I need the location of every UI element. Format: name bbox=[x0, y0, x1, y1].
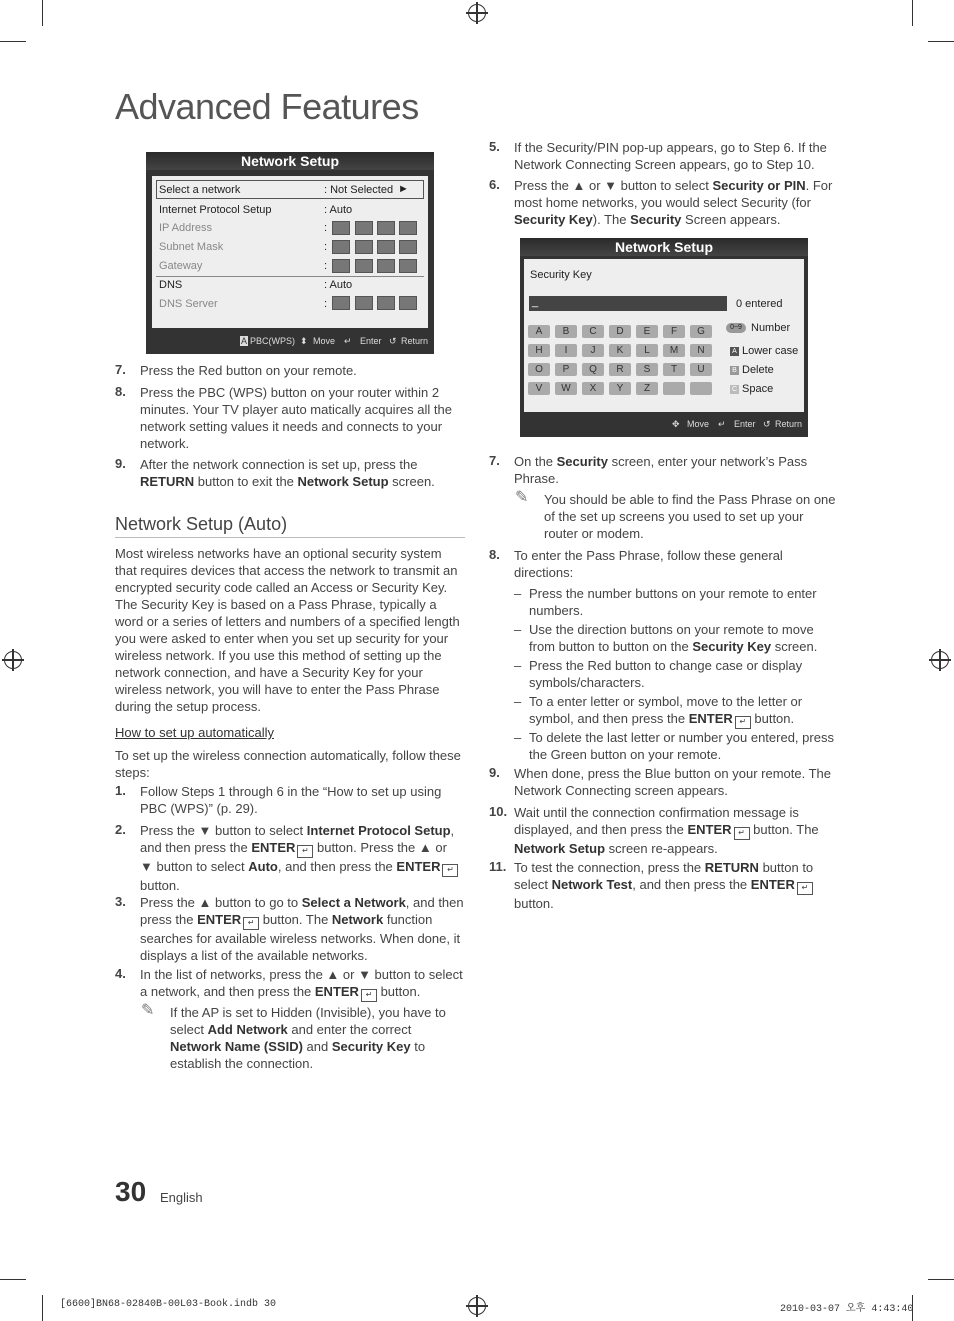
note-pencil-icon: ✎ bbox=[515, 489, 529, 506]
step-number: 7. bbox=[115, 362, 126, 377]
step-number: 6. bbox=[489, 177, 500, 192]
step-number: 5. bbox=[489, 139, 500, 154]
step-number: 2. bbox=[115, 822, 126, 837]
keyboard-key[interactable]: D bbox=[609, 325, 631, 338]
keyboard-key[interactable]: P bbox=[555, 363, 577, 376]
keyboard-key[interactable] bbox=[663, 382, 685, 395]
step-text: In the list of networks, press the ▲ or ▼ button to select a network, and then press the ENTER ↵ button. bbox=[140, 966, 466, 1002]
crop-mark bbox=[928, 1279, 954, 1280]
return-icon: ↺ bbox=[763, 419, 771, 429]
screen-title: Network Setup bbox=[146, 152, 434, 170]
enter-icon: ↵ bbox=[361, 989, 377, 1002]
screen-body bbox=[152, 176, 428, 328]
keyboard-key[interactable]: J bbox=[582, 344, 604, 357]
screen-title: Network Setup bbox=[520, 238, 808, 256]
dash-item: Press the Red button to change case or display symbols/characters. bbox=[529, 658, 803, 690]
option-label: Delete bbox=[742, 364, 774, 376]
step-number: 8. bbox=[489, 547, 500, 562]
step-text: Follow Steps 1 through 6 in the “How to set up using PBC (WPS)” (p. 29). bbox=[140, 784, 442, 816]
keyboard-key[interactable]: F bbox=[663, 325, 685, 338]
keyboard-key[interactable]: W bbox=[555, 382, 577, 395]
slug-left: [6600]BN68-02840B-00L03-Book.indb 30 bbox=[60, 1299, 277, 1310]
step-text: Press the Red button on your remote. bbox=[140, 363, 357, 378]
crop-mark bbox=[0, 41, 26, 42]
registration-mark-icon bbox=[468, 4, 486, 22]
row-value: : Auto bbox=[324, 279, 353, 291]
row-label: Subnet Mask bbox=[159, 241, 224, 253]
network-setup-screen bbox=[146, 152, 434, 354]
note-text: You should be able to find the Pass Phrase on one of the set up screens you used to set up your router or modem. bbox=[544, 492, 836, 541]
step-number: 9. bbox=[115, 456, 126, 471]
note-text: If the AP is set to Hidden (Invisible), you have to select Add Network and enter the correct Network Name (SSID) and Security Key to establish the connection. bbox=[170, 1005, 446, 1071]
keyboard-key[interactable]: V bbox=[528, 382, 550, 395]
page-title: Advanced Features bbox=[115, 86, 419, 127]
keyboard-key[interactable]: S bbox=[636, 363, 658, 376]
registration-mark-icon bbox=[468, 1297, 486, 1315]
enter-icon: ↵ bbox=[297, 845, 313, 858]
crop-mark bbox=[928, 41, 954, 42]
crop-mark bbox=[0, 1279, 26, 1280]
security-key-screen bbox=[520, 238, 808, 437]
enter-icon: ↵ bbox=[344, 336, 352, 346]
keyboard-key[interactable]: O bbox=[528, 363, 550, 376]
input-cursor: _ bbox=[532, 296, 539, 308]
keyboard-key[interactable]: E bbox=[636, 325, 658, 338]
ip-field bbox=[399, 296, 417, 310]
keyboard-key[interactable]: R bbox=[609, 363, 631, 376]
divider bbox=[156, 276, 424, 277]
dash: – bbox=[514, 622, 522, 637]
ip-field bbox=[355, 259, 373, 273]
subheading: How to set up automatically bbox=[115, 725, 274, 740]
footer-move: Move bbox=[687, 419, 710, 429]
c-key-icon: C bbox=[731, 386, 738, 393]
row-label: Gateway bbox=[159, 260, 203, 272]
enter-icon: ↵ bbox=[735, 716, 751, 729]
page-number: 30 bbox=[115, 1176, 147, 1207]
step-text: After the network connection is set up, press the RETURN button to exit the Network Setup screen. bbox=[140, 457, 435, 489]
step-text: Press the ▲ or ▼ button to select Security or PIN. For most home networks, you would select Security (for Security Key). The Security Screen appears. bbox=[514, 178, 833, 227]
step-number: 8. bbox=[115, 384, 126, 399]
ip-field bbox=[377, 259, 395, 273]
return-icon: ↺ bbox=[389, 336, 397, 346]
step-number: 9. bbox=[489, 765, 500, 780]
step-text: When done, press the Blue button on your remote. The Network Connecting screen appears. bbox=[514, 766, 832, 798]
step-text: To enter the Pass Phrase, follow these general directions: bbox=[514, 548, 783, 580]
a-key-icon: A bbox=[730, 347, 739, 356]
registration-mark-icon bbox=[4, 651, 22, 669]
row-value: : Not Selected bbox=[324, 184, 394, 196]
step-text: On the Security screen, enter your network’s Pass Phrase. bbox=[514, 454, 808, 486]
step-text: If the Security/PIN pop-up appears, go to Step 6. If the Network Connecting Screen appears, go to Step 10. bbox=[514, 140, 827, 172]
keyboard-key[interactable]: Y bbox=[609, 382, 631, 395]
keyboard-key[interactable] bbox=[690, 382, 712, 395]
row-label[interactable]: Internet Protocol Setup bbox=[159, 204, 272, 216]
keyboard-key[interactable]: M bbox=[663, 344, 685, 357]
dash: – bbox=[514, 658, 522, 673]
keyboard-key[interactable]: T bbox=[663, 363, 685, 376]
security-key-input[interactable] bbox=[529, 296, 727, 311]
keyboard-key[interactable]: N bbox=[690, 344, 712, 357]
step-number: 7. bbox=[489, 453, 500, 468]
enter-icon: ↵ bbox=[718, 419, 726, 429]
keyboard-key[interactable]: X bbox=[582, 382, 604, 395]
row-value: : bbox=[324, 260, 328, 272]
keyboard-key[interactable]: K bbox=[609, 344, 631, 357]
keyboard-key[interactable]: A bbox=[528, 325, 550, 338]
ip-field bbox=[399, 259, 417, 273]
intro-paragraph: Most wireless networks have an optional security system that requires devices that access the network to transmit an encrypted security code called an Access or Security Key. The Security Key is based on a Pass Phrase, typically a word or a series of letters and numbers of a specified length you were asked to enter when you set up security for your wireless network. If you use this method of setting up the network connection, and have a Security Key for your wireless network, you will have to enter the Pass Phrase during the setup process. bbox=[115, 546, 460, 714]
arrow-right-icon: ► bbox=[398, 183, 409, 195]
option-label: Lower case bbox=[742, 345, 799, 357]
row-value: : bbox=[324, 241, 328, 253]
ip-field bbox=[355, 296, 373, 310]
keyboard-key[interactable]: U bbox=[690, 363, 712, 376]
ip-field bbox=[377, 240, 395, 254]
move-icon: ✥ bbox=[672, 419, 680, 429]
ip-field bbox=[332, 259, 350, 273]
section-heading: Network Setup (Auto) bbox=[115, 514, 288, 534]
enter-icon: ↵ bbox=[797, 882, 813, 895]
security-key-label: Security Key bbox=[530, 269, 592, 281]
dash-item: To delete the last letter or number you entered, press the Green button on your remote. bbox=[529, 730, 834, 762]
footer-return: Return bbox=[401, 336, 429, 346]
footer-pbc: PBC(WPS) bbox=[250, 336, 295, 346]
enter-icon: ↵ bbox=[734, 827, 750, 840]
divider bbox=[115, 537, 465, 538]
keyboard-key[interactable]: B bbox=[555, 325, 577, 338]
step-number: 3. bbox=[115, 894, 126, 909]
row-value: : bbox=[324, 222, 328, 234]
row-value: : Auto bbox=[324, 204, 353, 216]
dash: – bbox=[514, 730, 522, 745]
dash-item: To a enter letter or symbol, move to the letter or symbol, and then press the ENTER ↵ button. bbox=[529, 693, 814, 729]
keyboard-key[interactable]: G bbox=[690, 325, 712, 338]
enter-icon: ↵ bbox=[243, 917, 259, 930]
step-text: Press the ▲ button to go to Select a Network, and then press the ENTER ↵ button. The Network function searches for available wireless networks. When done, it displays a list of the available networks. bbox=[140, 895, 464, 963]
dash-item: Use the direction buttons on your remote to move from button to button on the Security Key screen. bbox=[529, 622, 818, 654]
screen-body bbox=[524, 259, 804, 412]
ip-field bbox=[399, 221, 417, 235]
keyboard-key[interactable]: I bbox=[555, 344, 577, 357]
sub-intro: To set up the wireless connection automatically, follow these steps: bbox=[115, 748, 461, 780]
b-key-icon: B bbox=[730, 366, 739, 375]
ip-field bbox=[399, 240, 417, 254]
row-value: : bbox=[324, 298, 328, 310]
step-text: Press the ▼ button to select Internet Protocol Setup, and then press the ENTER ↵ button. Press the ▲ or ▼ button to select Auto, and then press the ENTER ↵ button. bbox=[140, 822, 462, 894]
entered-count: 0 entered bbox=[736, 298, 783, 310]
screen-footer bbox=[146, 330, 434, 354]
dash: – bbox=[514, 586, 522, 601]
keyboard-key[interactable]: L bbox=[636, 344, 658, 357]
keyboard-key[interactable]: H bbox=[528, 344, 550, 357]
number-key-icon: 0~9 bbox=[726, 323, 746, 333]
ip-field bbox=[355, 240, 373, 254]
registration-mark-icon bbox=[931, 651, 949, 669]
footer-return: Return bbox=[775, 419, 803, 429]
step-number: 10. bbox=[489, 804, 508, 819]
step-number: 11. bbox=[489, 859, 507, 874]
ip-field bbox=[332, 240, 350, 254]
option-label: Space bbox=[742, 383, 774, 395]
step-number: 1. bbox=[115, 783, 126, 798]
ip-field bbox=[355, 221, 373, 235]
ip-field bbox=[332, 221, 350, 235]
footer-enter: Enter bbox=[734, 419, 756, 429]
option-label: Number bbox=[751, 322, 791, 334]
ip-field bbox=[377, 296, 395, 310]
keyboard-key[interactable]: C bbox=[582, 325, 604, 338]
row-label: DNS Server bbox=[159, 298, 218, 310]
footer-move: Move bbox=[313, 336, 336, 346]
language-label: English bbox=[160, 1190, 203, 1205]
ip-field bbox=[377, 221, 395, 235]
slug-right: 2010-03-07 오후 4:43:40 bbox=[780, 1304, 914, 1315]
keyboard-key[interactable]: Q bbox=[582, 363, 604, 376]
crop-mark bbox=[912, 0, 913, 26]
keyboard-key[interactable]: Z bbox=[636, 382, 658, 395]
a-key-icon: A bbox=[241, 336, 248, 346]
crop-mark bbox=[42, 0, 43, 26]
note-pencil-icon: ✎ bbox=[141, 1002, 155, 1019]
step-text: Press the PBC (WPS) button on your router within 2 minutes. Your TV player auto matically acquires all the network setting values it needs and connects to your network. bbox=[140, 385, 452, 451]
step-number: 4. bbox=[115, 966, 126, 981]
ip-field bbox=[332, 296, 350, 310]
dash: – bbox=[514, 694, 522, 709]
row-label: IP Address bbox=[159, 222, 212, 234]
screen-footer bbox=[520, 413, 808, 437]
step-text: Wait until the connection confirmation message is displayed, and then press the ENTER ↵ button. The Network Setup screen re-appears. bbox=[514, 805, 819, 856]
move-icon: ⬍ bbox=[300, 336, 308, 346]
dash-item: Press the number buttons on your remote to enter numbers. bbox=[529, 586, 817, 618]
step-text: To test the connection, press the RETURN button to select Network Test, and then press the ENTER ↵ button. bbox=[514, 860, 814, 911]
crop-mark bbox=[42, 1295, 43, 1321]
row-label[interactable]: DNS bbox=[159, 279, 183, 291]
enter-icon: ↵ bbox=[442, 864, 458, 877]
row-label[interactable]: Select a network bbox=[159, 184, 241, 196]
footer-enter: Enter bbox=[360, 336, 382, 346]
